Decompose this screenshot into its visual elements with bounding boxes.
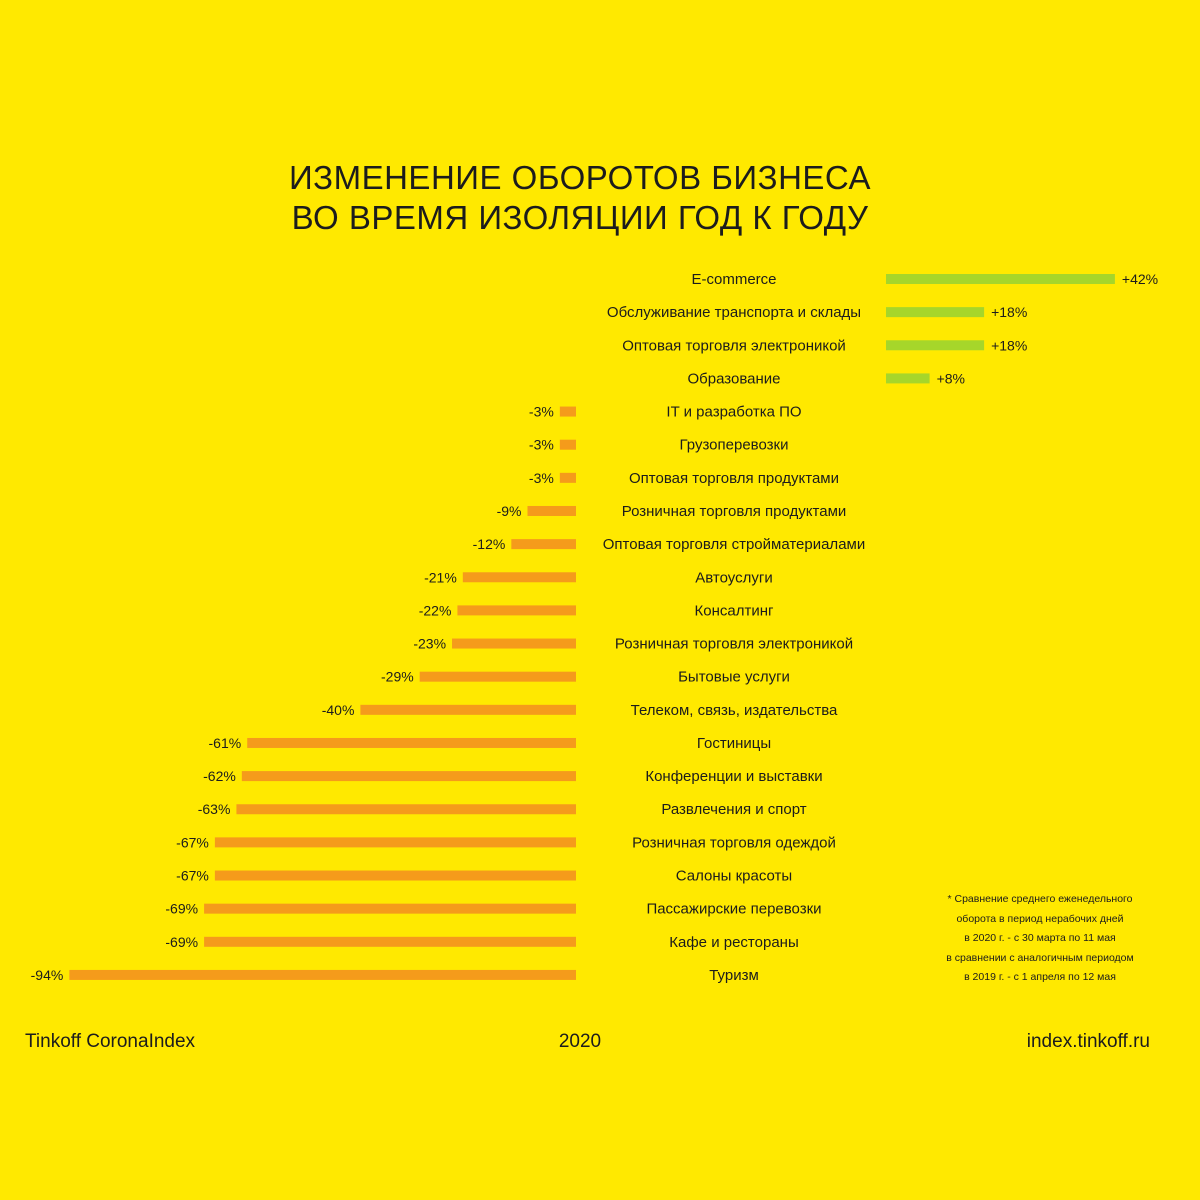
bar-negative [204, 904, 576, 914]
category-label: Консалтинг [694, 602, 774, 620]
bar-negative [69, 970, 576, 980]
category-label: Конференции и выставки [645, 768, 823, 786]
value-label: +18% [991, 337, 1028, 354]
category-label: Кафе и рестораны [669, 933, 799, 951]
value-label: -69% [165, 900, 199, 917]
value-label: -21% [424, 569, 457, 586]
bar-negative [560, 440, 576, 450]
category-label: Грузоперевозки [679, 436, 789, 454]
bar-positive [886, 274, 1115, 284]
category-label: Развлечения и спорт [661, 801, 807, 819]
category-label: IT и разработка ПО [666, 403, 802, 421]
bar-negative [236, 804, 576, 814]
bar-negative [420, 672, 576, 682]
footnote-line-4: в сравнении с аналогичным периодом [946, 951, 1134, 964]
category-label: Салоны красоты [675, 867, 793, 885]
category-label: Розничная торговля одеждой [632, 834, 836, 852]
value-label: -9% [496, 502, 522, 519]
category-label: Оптовая торговля электроникой [622, 337, 846, 355]
value-label: -40% [321, 701, 355, 718]
bar-negative [247, 738, 576, 748]
footer-url: index.tinkoff.ru [1026, 1031, 1150, 1052]
value-label: -29% [381, 668, 414, 685]
bar-positive [886, 340, 984, 350]
footer-year: 2020 [558, 1031, 602, 1052]
bar-negative [215, 837, 576, 847]
bar-negative [452, 639, 576, 649]
footnote [900, 890, 1180, 988]
category-label: Оптовая торговля стройматериалами [602, 536, 866, 554]
category-label: Розничная торговля электроникой [614, 635, 854, 653]
category-label: Автоуслуги [695, 569, 773, 587]
category-label: Обслуживание транспорта и склады [606, 304, 862, 322]
value-label: -12% [472, 536, 506, 553]
category-label: Пассажирские перевозки [646, 900, 822, 918]
chart-title-line-2: ВО ВРЕМЯ ИЗОЛЯЦИИ ГОД К ГОДУ [291, 199, 869, 236]
value-label: +42% [1121, 271, 1159, 287]
value-label: -67% [176, 834, 209, 851]
category-label: Оптовая торговля продуктами [629, 469, 839, 487]
value-label: +8% [936, 370, 966, 387]
bar-negative [527, 506, 576, 516]
value-label: -23% [413, 635, 447, 652]
value-label: -3% [528, 436, 554, 453]
bar-positive [886, 307, 984, 317]
bar-negative [463, 572, 576, 582]
footnote-line-1: * Сравнение среднего еженедельного [947, 893, 1133, 905]
value-label: -94% [30, 966, 64, 983]
category-label: E-commerce [691, 271, 777, 288]
bar-negative [360, 705, 576, 715]
value-label: -62% [203, 768, 236, 785]
footnote-line-5: в 2019 г. - с 1 апреля по 12 мая [964, 971, 1116, 983]
value-label: +18% [991, 304, 1028, 321]
value-label: -69% [165, 933, 199, 950]
footer-brand: Tinkoff CoronaIndex [25, 1031, 196, 1052]
value-label: -67% [176, 867, 209, 884]
bar-negative [560, 407, 576, 417]
bar-negative [457, 605, 576, 615]
bar-negative [560, 473, 576, 483]
footnote-line-2: оборота в период нерабочих дней [956, 912, 1124, 925]
footnote-line-3: в 2020 г. - с 30 марта по 11 мая [964, 932, 1116, 944]
bar-positive [886, 373, 930, 383]
value-label: -3% [528, 403, 554, 420]
category-label: Образование [687, 370, 781, 388]
value-label: -63% [197, 801, 231, 818]
bar-negative [204, 937, 576, 947]
category-label: Туризм [709, 966, 759, 984]
bar-negative [242, 771, 576, 781]
category-label: Гостиницы [696, 734, 772, 752]
value-label: -3% [528, 469, 554, 486]
value-label: -61% [208, 734, 242, 751]
category-label: Бытовые услуги [678, 668, 790, 686]
value-label: -22% [418, 602, 452, 619]
category-label: Телеком, связь, издательства [630, 701, 838, 719]
bar-negative [215, 871, 576, 881]
category-label: Розничная торговля продуктами [621, 502, 847, 520]
bar-negative [511, 539, 576, 549]
chart-title-line-1: ИЗМЕНЕНИЕ ОБОРОТОВ БИЗНЕСА [288, 159, 872, 196]
